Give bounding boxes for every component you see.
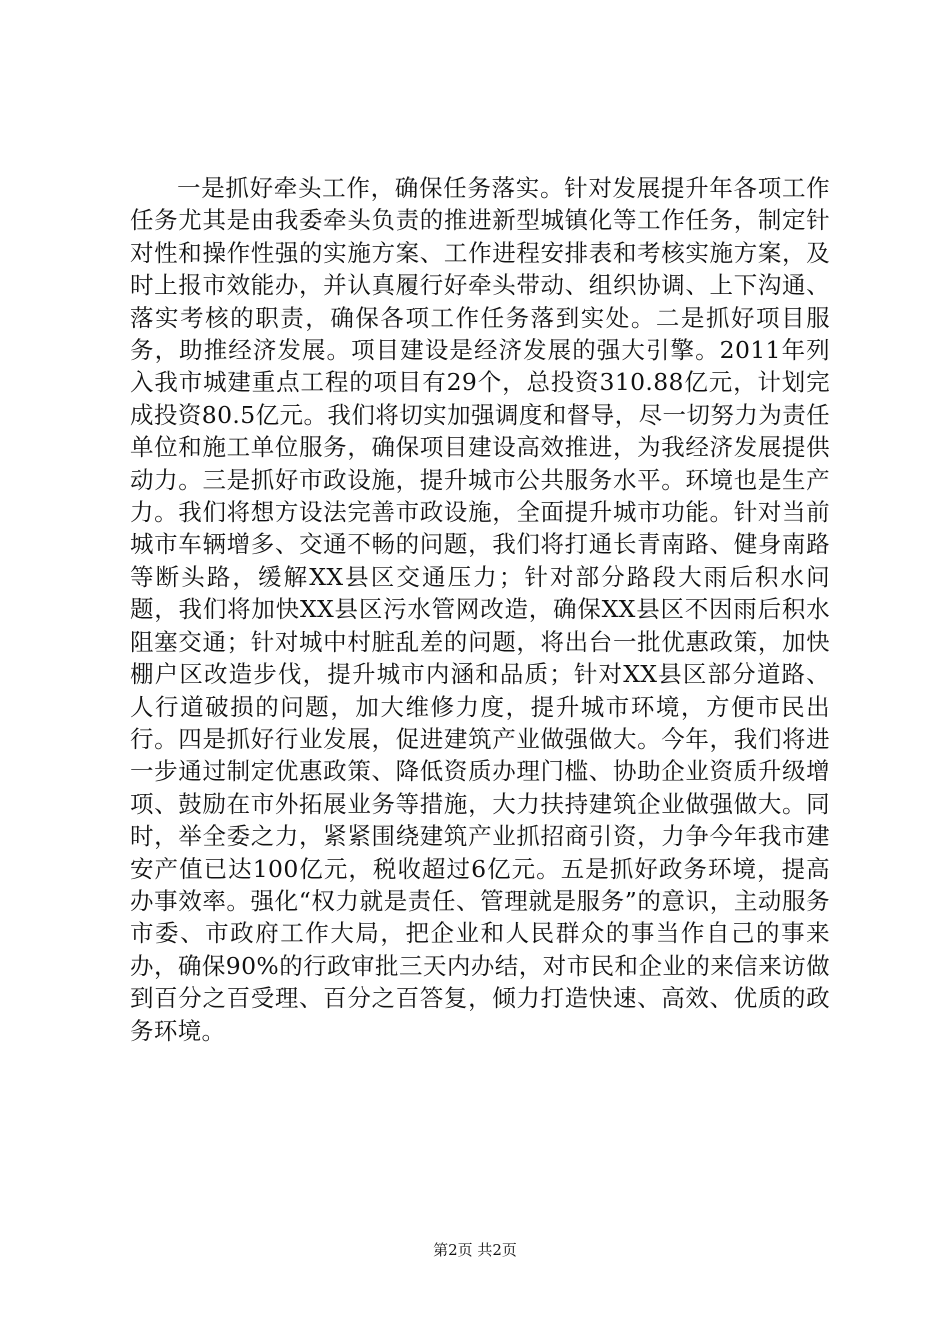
- body-paragraph: 一是抓好牵头工作，确保任务落实。针对发展提升年各项工作任务尤其是由我委牵头负责的推进新型城镇化等工作任务，制定针对性和操作性强的实施方案、工作进程安排表和考核实施方案，及时上报市效能办，并认真履行好牵头带动、组织协调、上下沟通、落实考核的职责，确保各项工作任务落到实处。二是抓好项目服务，助推经济发展。项目建设是经济发展的强大引擎。2011年列入我市城建重点工程的项目有29个，总投资310.88亿元，计划完成投资80.5亿元。我们将切实加强调度和督导，尽一切努力为责任单位和施工单位服务，确保项目建设高效推进，为我经济发展提供动力。三是抓好市政设施，提升城市公共服务水平。环境也是生产力。我们将想方设法完善市政设施，全面提升城市功能。针对当前城市车辆增多、交通不畅的问题，我们将打通长青南路、健身南路等断头路，缓解XX县区交通压力；针对部分路段大雨后积水问题，我们将加快XX县区污水管网改造，确保XX县区不因雨后积水阻塞交通；针对城中村脏乱差的问题，将出台一批优惠政策，加快棚户区改造步伐，提升城市内涵和品质；针对XX县区部分道路、人行道破损的问题，加大维修力度，提升城市环境，方便市民出行。四是抓好行业发展，促进建筑产业做强做大。今年，我们将进一步通过制定优惠政策、降低资质办理门槛、协助企业资质升级增项、鼓励在市外拓展业务等措施，大力扶持建筑企业做强做大。同时，举全委之力，紧紧围绕建筑产业抓招商引资，力争今年我市建安产值已达100亿元，税收超过6亿元。五是抓好政务环境，提高办事效率。强化“权力就是责任、管理就是服务”的意识，主动服务市委、市政府工作大局，把企业和人民群众的事当作自己的事来办，确保90%的行政审批三天内办结，对市民和企业的来信来访做到百分之百受理、百分之百答复，倾力打造快速、高效、优质的政务环境。: [130, 174, 830, 1045]
- page-number-footer: 第2页 共2页: [433, 1241, 517, 1259]
